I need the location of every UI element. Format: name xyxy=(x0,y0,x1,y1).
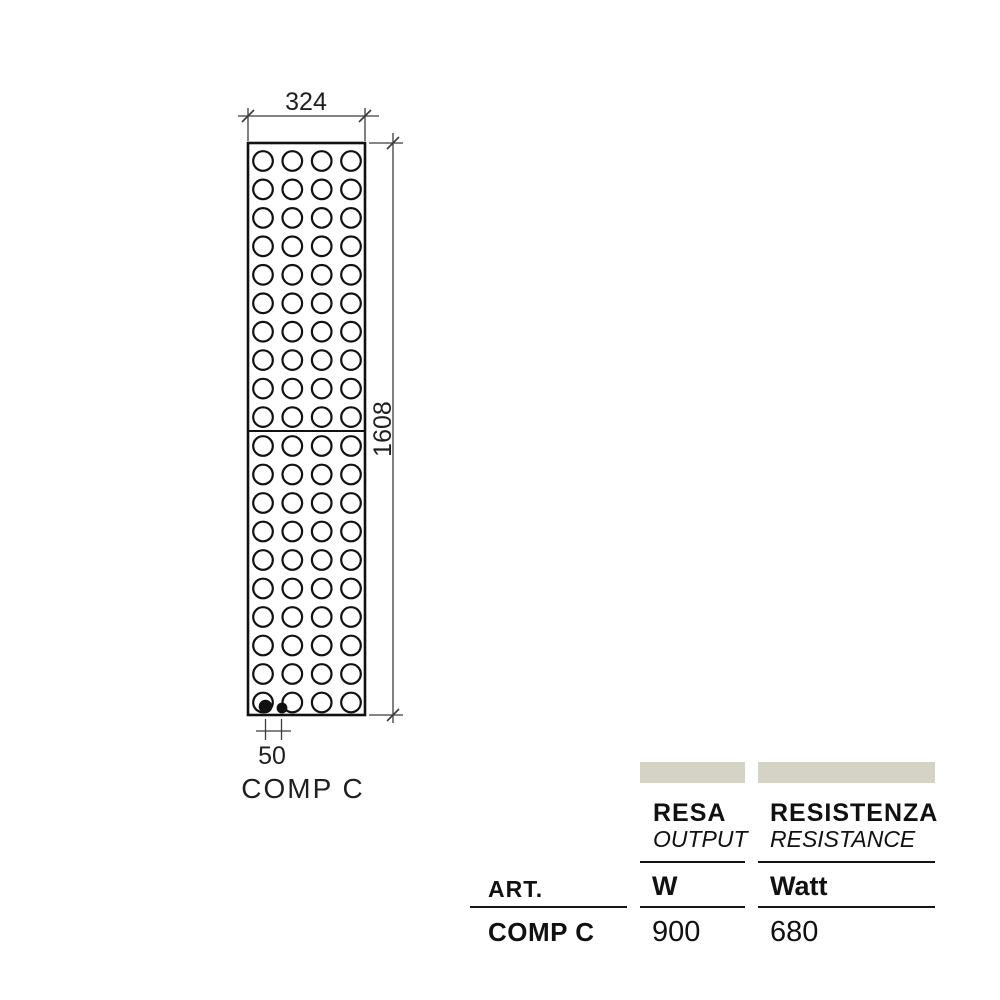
rule-resistenza-header xyxy=(758,861,935,863)
header-bar-resistenza xyxy=(758,762,935,783)
row-resistenza-value: 680 xyxy=(770,916,819,948)
inlet-dot-left xyxy=(259,700,273,714)
col-header-resa-title: RESA xyxy=(653,799,727,827)
header-bar-resa xyxy=(640,762,745,783)
art-header: ART. xyxy=(488,876,544,902)
unit-resa: W xyxy=(652,871,678,901)
model-label: COMP C xyxy=(241,773,365,804)
rule-w xyxy=(640,906,745,908)
col-header-resistenza-title: RESISTENZA xyxy=(770,799,939,827)
radiator-diagram xyxy=(0,0,460,820)
unit-resistenza: Watt xyxy=(770,871,828,901)
pitch-dimension-label: 50 xyxy=(258,742,286,770)
col-header-resistenza-subtitle: RESISTANCE xyxy=(770,826,916,852)
height-dimension-label: 1608 xyxy=(369,401,397,457)
rule-resa-header xyxy=(640,861,745,863)
inlet-dot-right xyxy=(277,703,288,714)
col-header-resa-subtitle: OUTPUT xyxy=(653,826,748,852)
width-dimension-label: 324 xyxy=(285,88,327,116)
rule-art xyxy=(470,906,627,908)
row-art-value: COMP C xyxy=(488,917,595,947)
row-resa-value: 900 xyxy=(652,916,701,948)
radiator-body xyxy=(248,143,365,715)
rule-watt xyxy=(758,906,935,908)
